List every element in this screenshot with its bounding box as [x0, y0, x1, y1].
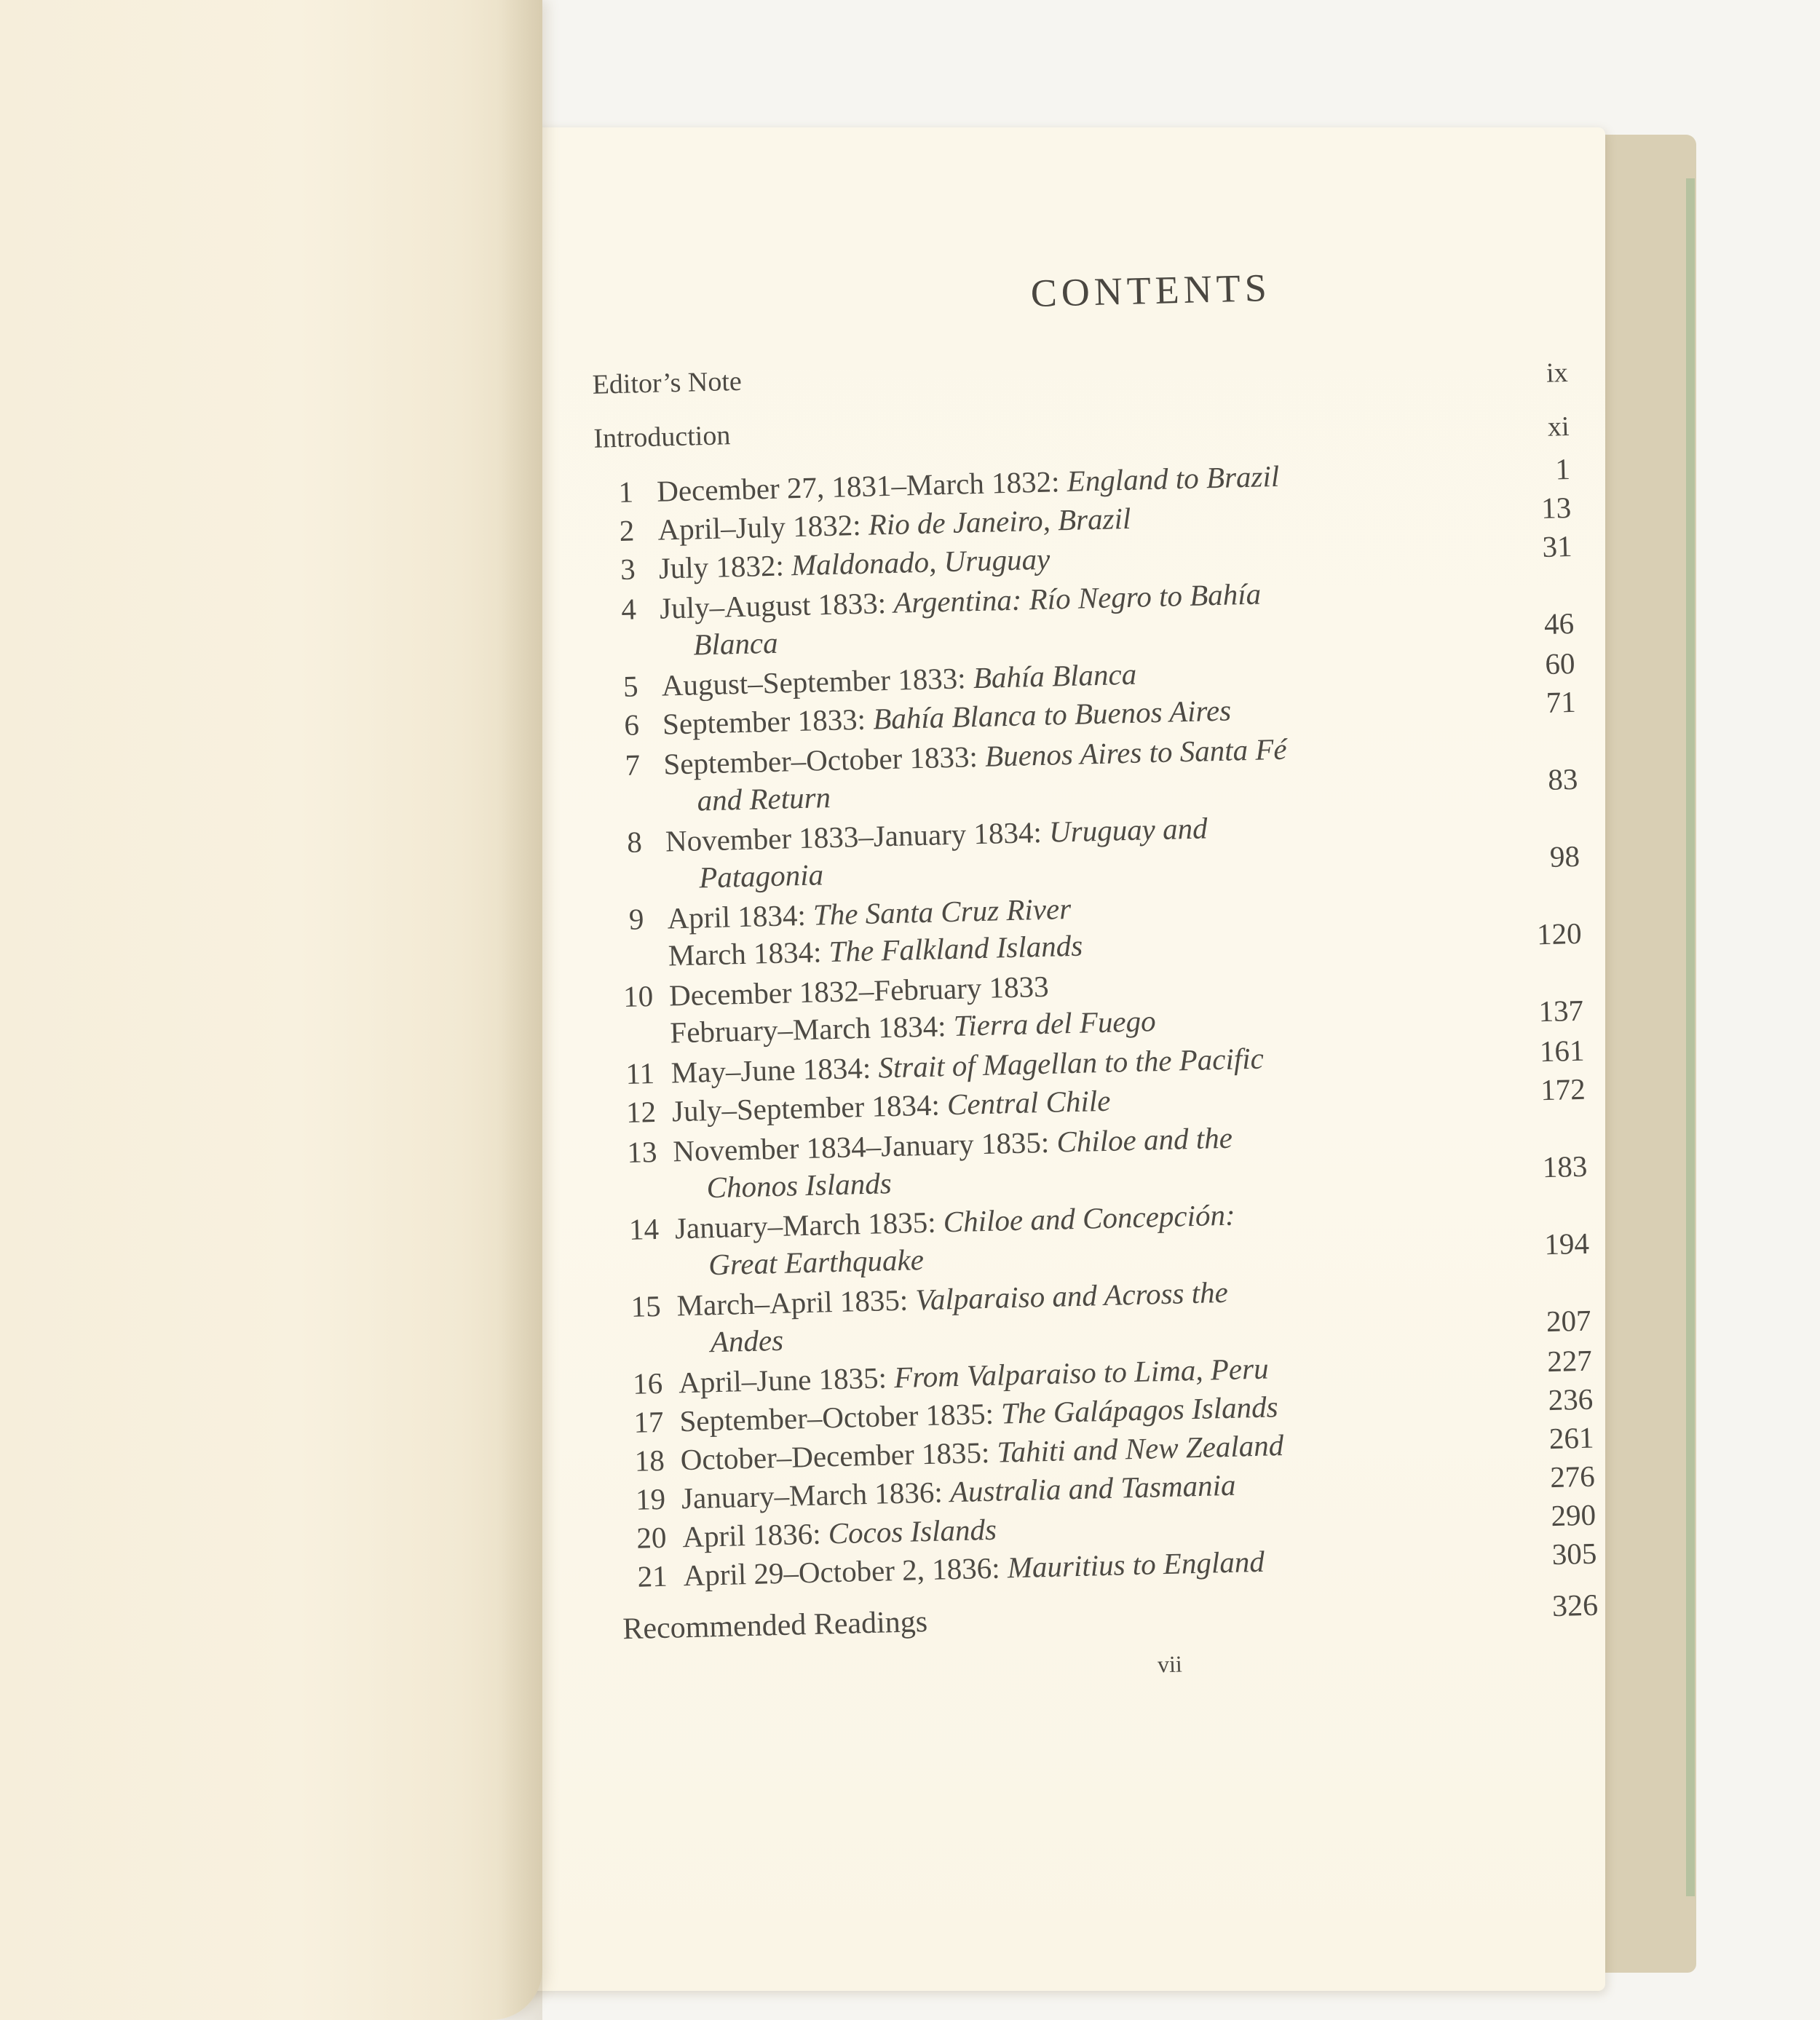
chapter-title: [667, 883, 1382, 975]
chapter-place: Bahía Blanca: [973, 657, 1137, 695]
chapter-dates: April–June 1835:: [678, 1360, 895, 1400]
chapter-number: 6: [623, 708, 640, 742]
chapter-place: From Valparaiso to Lima, Peru: [893, 1351, 1270, 1395]
chapter-place: Mauritius to England: [1007, 1544, 1265, 1585]
chapter-dates: March 1834:: [668, 935, 830, 973]
chapter-dates: October–December 1835:: [680, 1435, 998, 1477]
toc-page-number: 227: [1546, 1343, 1593, 1379]
toc-entry-label: Editor’s Note: [592, 365, 743, 400]
chapter-place: Australia and Tasmania: [949, 1468, 1236, 1509]
chapter-place: Tierra del Fuego: [953, 1004, 1157, 1042]
toc-page-number: 261: [1548, 1420, 1594, 1456]
chapter-number: 12: [625, 1094, 657, 1129]
toc-back-entry[interactable]: [622, 1586, 1628, 1649]
chapter-title: [665, 806, 1380, 898]
toc-page-number: 305: [1551, 1536, 1597, 1572]
chapter-title: [676, 1270, 1391, 1361]
chapter-place: Buenos Aires to Santa Fé: [984, 732, 1288, 773]
contents-page: [473, 127, 1605, 1991]
chapter-dates: April 1834:: [667, 898, 814, 935]
toc-page-number: 31: [1541, 529, 1573, 563]
chapter-place: Patagonia: [698, 857, 824, 895]
toc-page-number: 120: [1536, 916, 1583, 951]
chapter-number: 16: [632, 1366, 663, 1401]
chapter-number: 13: [626, 1134, 657, 1169]
chapter-number: 11: [625, 1056, 655, 1090]
chapter-dates: November 1833–January 1834:: [665, 815, 1050, 858]
toc-page-number: 172: [1540, 1072, 1586, 1107]
toc-page-number: 326: [1551, 1588, 1599, 1624]
chapter-dates: July–September 1834:: [671, 1088, 948, 1128]
chapter-title: [663, 729, 1378, 820]
toc-entry-label: Introduction: [593, 420, 731, 454]
chapter-place: Chiloe and the: [1056, 1120, 1233, 1159]
chapter-place: Tahiti and New Zealand: [996, 1428, 1284, 1469]
left-page: [0, 0, 542, 2020]
chapter-place: Chiloe and Concepción:: [943, 1197, 1236, 1239]
chapter-number: 9: [628, 902, 644, 936]
toc-page-number: 183: [1542, 1149, 1588, 1184]
chapter-number: 20: [636, 1520, 667, 1555]
chapter-dates: December 27, 1831–March 1832:: [656, 464, 1068, 508]
chapter-number: 10: [622, 979, 654, 1014]
chapter-title: [673, 1115, 1388, 1207]
toc-page-number: 60: [1544, 646, 1575, 681]
toc-page-number: 161: [1539, 1033, 1585, 1069]
toc-page-number: 276: [1549, 1459, 1596, 1494]
chapter-list: [595, 450, 1626, 1596]
chapter-dates: May–June 1834:: [670, 1050, 879, 1090]
chapter-title: [674, 1192, 1389, 1284]
chapter-dates: March–April 1835:: [676, 1283, 917, 1323]
chapter-dates: January–March 1835:: [674, 1205, 944, 1245]
chapter-number: 21: [637, 1558, 668, 1593]
chapter-dates: April 29–October 2, 1836:: [683, 1550, 1008, 1593]
chapter-dates: January–March 1836:: [681, 1475, 951, 1516]
chapter-place: Uruguay and: [1048, 811, 1208, 849]
chapter-title: [669, 960, 1384, 1052]
chapter-dates: September 1833:: [662, 702, 874, 741]
chapter-place: Central Chile: [946, 1083, 1111, 1122]
chapter-place: Chonos Islands: [706, 1166, 893, 1205]
chapter-number: 1: [617, 475, 634, 509]
toc-page-number: 137: [1538, 993, 1584, 1029]
chapter-dates: August–September 1833:: [661, 661, 974, 702]
chapter-place: Rio de Janeiro, Brazil: [868, 501, 1131, 542]
toc-page-number: 194: [1543, 1226, 1590, 1261]
chapter-place: Great Earthquake: [708, 1243, 925, 1282]
chapter-number: 19: [635, 1481, 666, 1516]
chapter-place: Blanca: [692, 625, 779, 662]
chapter-dates: April–July 1832:: [657, 507, 869, 547]
chapter-number: 2: [619, 513, 635, 547]
chapter-number: 15: [630, 1288, 662, 1323]
chapter-dates: April 1836:: [681, 1516, 829, 1554]
chapter-place: Valparaiso and Across the: [914, 1275, 1229, 1317]
toc-page-number: 290: [1550, 1497, 1597, 1533]
chapter-number: 8: [626, 825, 643, 859]
toc-page-number: ix: [1546, 357, 1569, 389]
chapter-place: Andes: [710, 1323, 784, 1359]
chapter-place: Maldonado, Uruguay: [791, 542, 1051, 582]
toc-page-number: 71: [1546, 684, 1577, 719]
chapter-number: 3: [620, 552, 636, 586]
chapter-dates: July–August 1833:: [659, 585, 894, 625]
chapter-place: Strait of Magellan to the Pacific: [877, 1041, 1265, 1085]
chapter-place: The Falkland Islands: [828, 928, 1083, 969]
page-folio: vii: [1157, 1650, 1183, 1678]
toc-page-number: 13: [1540, 491, 1572, 526]
toc-page-number: 83: [1547, 761, 1578, 796]
chapter-place: Cocos Islands: [828, 1512, 997, 1550]
chapter-place: The Galápagos Islands: [1000, 1390, 1279, 1430]
chapter-place: The Santa Cruz River: [812, 891, 1072, 932]
toc-page-number: 46: [1543, 606, 1575, 641]
toc-entry-label: Recommended Readings: [622, 1605, 928, 1647]
chapter-number: 4: [620, 592, 637, 626]
chapter-number: 7: [625, 748, 641, 782]
cover-edge-green: [1686, 178, 1695, 1896]
chapter-dates: December 1832–February 1833: [668, 969, 1050, 1013]
chapter-place: Bahía Blanca to Buenos Aires: [872, 693, 1232, 736]
toc-page-number: 1: [1554, 452, 1571, 486]
chapter-place: Argentina: Río Negro to Bahía: [893, 577, 1262, 619]
toc-page-number: 236: [1548, 1382, 1594, 1417]
toc-block: [590, 257, 1629, 1691]
toc-page-number: 98: [1549, 839, 1580, 874]
chapter-title: [660, 573, 1374, 665]
toc-page-number: xi: [1547, 411, 1570, 443]
chapter-number: 18: [634, 1443, 665, 1478]
chapter-dates: November 1834–January 1835:: [672, 1125, 1058, 1168]
page-title: CONTENTS: [1030, 266, 1272, 316]
chapter-dates: September–October 1833:: [662, 739, 986, 781]
chapter-number: 14: [628, 1211, 660, 1246]
chapter-dates: September–October 1835:: [678, 1396, 1002, 1438]
chapter-dates: July 1832:: [658, 548, 792, 585]
chapter-number: 17: [633, 1404, 665, 1439]
chapter-number: 5: [622, 669, 639, 703]
toc-page-number: 207: [1546, 1303, 1592, 1339]
chapter-dates: February–March 1834:: [669, 1008, 954, 1050]
chapter-place: and Return: [697, 780, 831, 817]
chapter-place: England to Brazil: [1067, 459, 1280, 498]
